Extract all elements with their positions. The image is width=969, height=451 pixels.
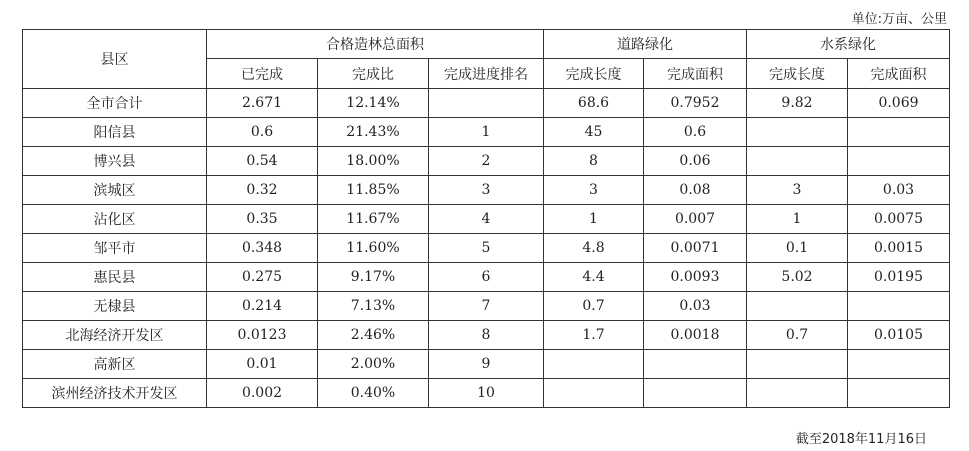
road-area-cell: 0.0093 — [644, 263, 747, 292]
table-row — [23, 292, 950, 321]
county-name: 北海经济开发区 — [23, 321, 207, 350]
header-ratio: 完成比 — [318, 59, 429, 89]
water-area-cell — [848, 379, 950, 408]
road-area-cell — [644, 350, 747, 379]
water-area-cell: 0.03 — [848, 176, 950, 205]
water-length-cell: 5.02 — [747, 263, 848, 292]
ratio-cell: 11.85% — [318, 176, 429, 205]
water-area-cell: 0.0195 — [848, 263, 950, 292]
ratio-cell: 2.00% — [318, 350, 429, 379]
done-cell: 0.6 — [207, 118, 318, 147]
county-name: 无棣县 — [23, 292, 207, 321]
ratio-cell: 2.46% — [318, 321, 429, 350]
table-row — [23, 176, 950, 205]
ratio-cell: 18.00% — [318, 147, 429, 176]
road-length-cell: 0.7 — [544, 292, 644, 321]
header-county: 县区 — [23, 30, 207, 89]
table-row — [23, 379, 950, 408]
table-row — [23, 321, 950, 350]
table-row — [23, 89, 950, 118]
footnote-date: 截至2018年11月16日 — [795, 432, 927, 447]
road-area-cell: 0.0071 — [644, 234, 747, 263]
table-row — [23, 263, 950, 292]
ratio-cell: 11.67% — [318, 205, 429, 234]
road-area-cell: 0.007 — [644, 205, 747, 234]
rank-cell: 8 — [429, 321, 544, 350]
unit-note: 单位:万亩、公里 — [851, 12, 947, 27]
table-row — [23, 147, 950, 176]
road-length-cell: 4.8 — [544, 234, 644, 263]
road-area-cell: 0.7952 — [644, 89, 747, 118]
done-cell: 0.35 — [207, 205, 318, 234]
rank-cell: 5 — [429, 234, 544, 263]
done-cell: 0.214 — [207, 292, 318, 321]
done-cell: 0.002 — [207, 379, 318, 408]
water-length-cell — [747, 147, 848, 176]
water-length-cell — [747, 350, 848, 379]
ratio-cell: 12.14% — [318, 89, 429, 118]
header-water-length: 完成长度 — [747, 59, 848, 89]
water-area-cell: 0.0015 — [848, 234, 950, 263]
county-name: 滨城区 — [23, 176, 207, 205]
rank-cell: 3 — [429, 176, 544, 205]
water-area-cell — [848, 147, 950, 176]
done-cell: 0.01 — [207, 350, 318, 379]
road-length-cell: 68.6 — [544, 89, 644, 118]
header-done: 已完成 — [207, 59, 318, 89]
county-name: 滨州经济技术开发区 — [23, 379, 207, 408]
county-name: 全市合计 — [23, 89, 207, 118]
road-area-cell: 0.03 — [644, 292, 747, 321]
done-cell: 0.54 — [207, 147, 318, 176]
table-row — [23, 118, 950, 147]
road-length-cell: 45 — [544, 118, 644, 147]
water-area-cell: 0.0105 — [848, 321, 950, 350]
water-area-cell — [848, 350, 950, 379]
header-group-road: 道路绿化 — [544, 30, 747, 59]
header-road-area: 完成面积 — [644, 59, 747, 89]
road-length-cell: 4.4 — [544, 263, 644, 292]
header-road-length: 完成长度 — [544, 59, 644, 89]
rank-cell: 1 — [429, 118, 544, 147]
county-name: 沾化区 — [23, 205, 207, 234]
road-length-cell — [544, 350, 644, 379]
road-length-cell: 1.7 — [544, 321, 644, 350]
table-row — [23, 205, 950, 234]
road-length-cell: 3 — [544, 176, 644, 205]
water-length-cell: 9.82 — [747, 89, 848, 118]
done-cell: 0.275 — [207, 263, 318, 292]
header-group-afforest: 合格造林总面积 — [207, 30, 544, 59]
county-name: 博兴县 — [23, 147, 207, 176]
rank-cell: 10 — [429, 379, 544, 408]
county-name: 邹平市 — [23, 234, 207, 263]
ratio-cell: 11.60% — [318, 234, 429, 263]
rank-cell: 9 — [429, 350, 544, 379]
ratio-cell: 7.13% — [318, 292, 429, 321]
header-rank: 完成进度排名 — [429, 59, 544, 89]
road-area-cell: 0.0018 — [644, 321, 747, 350]
water-area-cell — [848, 292, 950, 321]
road-length-cell: 8 — [544, 147, 644, 176]
header-water-area: 完成面积 — [848, 59, 950, 89]
water-length-cell — [747, 118, 848, 147]
water-area-cell — [848, 118, 950, 147]
done-cell: 0.348 — [207, 234, 318, 263]
header-group-water: 水系绿化 — [747, 30, 950, 59]
water-length-cell: 0.1 — [747, 234, 848, 263]
water-area-cell: 0.069 — [848, 89, 950, 118]
water-area-cell: 0.0075 — [848, 205, 950, 234]
water-length-cell: 3 — [747, 176, 848, 205]
ratio-cell: 21.43% — [318, 118, 429, 147]
road-area-cell: 0.6 — [644, 118, 747, 147]
done-cell: 2.671 — [207, 89, 318, 118]
county-name: 惠民县 — [23, 263, 207, 292]
ratio-cell: 0.40% — [318, 379, 429, 408]
table-row — [23, 350, 950, 379]
table-row — [23, 234, 950, 263]
water-length-cell — [747, 379, 848, 408]
done-cell: 0.32 — [207, 176, 318, 205]
road-length-cell: 1 — [544, 205, 644, 234]
road-area-cell — [644, 379, 747, 408]
county-name: 高新区 — [23, 350, 207, 379]
water-length-cell: 0.7 — [747, 321, 848, 350]
done-cell: 0.0123 — [207, 321, 318, 350]
water-length-cell — [747, 292, 848, 321]
rank-cell: 2 — [429, 147, 544, 176]
ratio-cell: 9.17% — [318, 263, 429, 292]
rank-cell: 4 — [429, 205, 544, 234]
road-length-cell — [544, 379, 644, 408]
rank-cell: 7 — [429, 292, 544, 321]
rank-cell — [429, 89, 544, 118]
road-area-cell: 0.08 — [644, 176, 747, 205]
water-length-cell: 1 — [747, 205, 848, 234]
road-area-cell: 0.06 — [644, 147, 747, 176]
county-name: 阳信县 — [23, 118, 207, 147]
afforestation-table — [22, 29, 950, 408]
rank-cell: 6 — [429, 263, 544, 292]
